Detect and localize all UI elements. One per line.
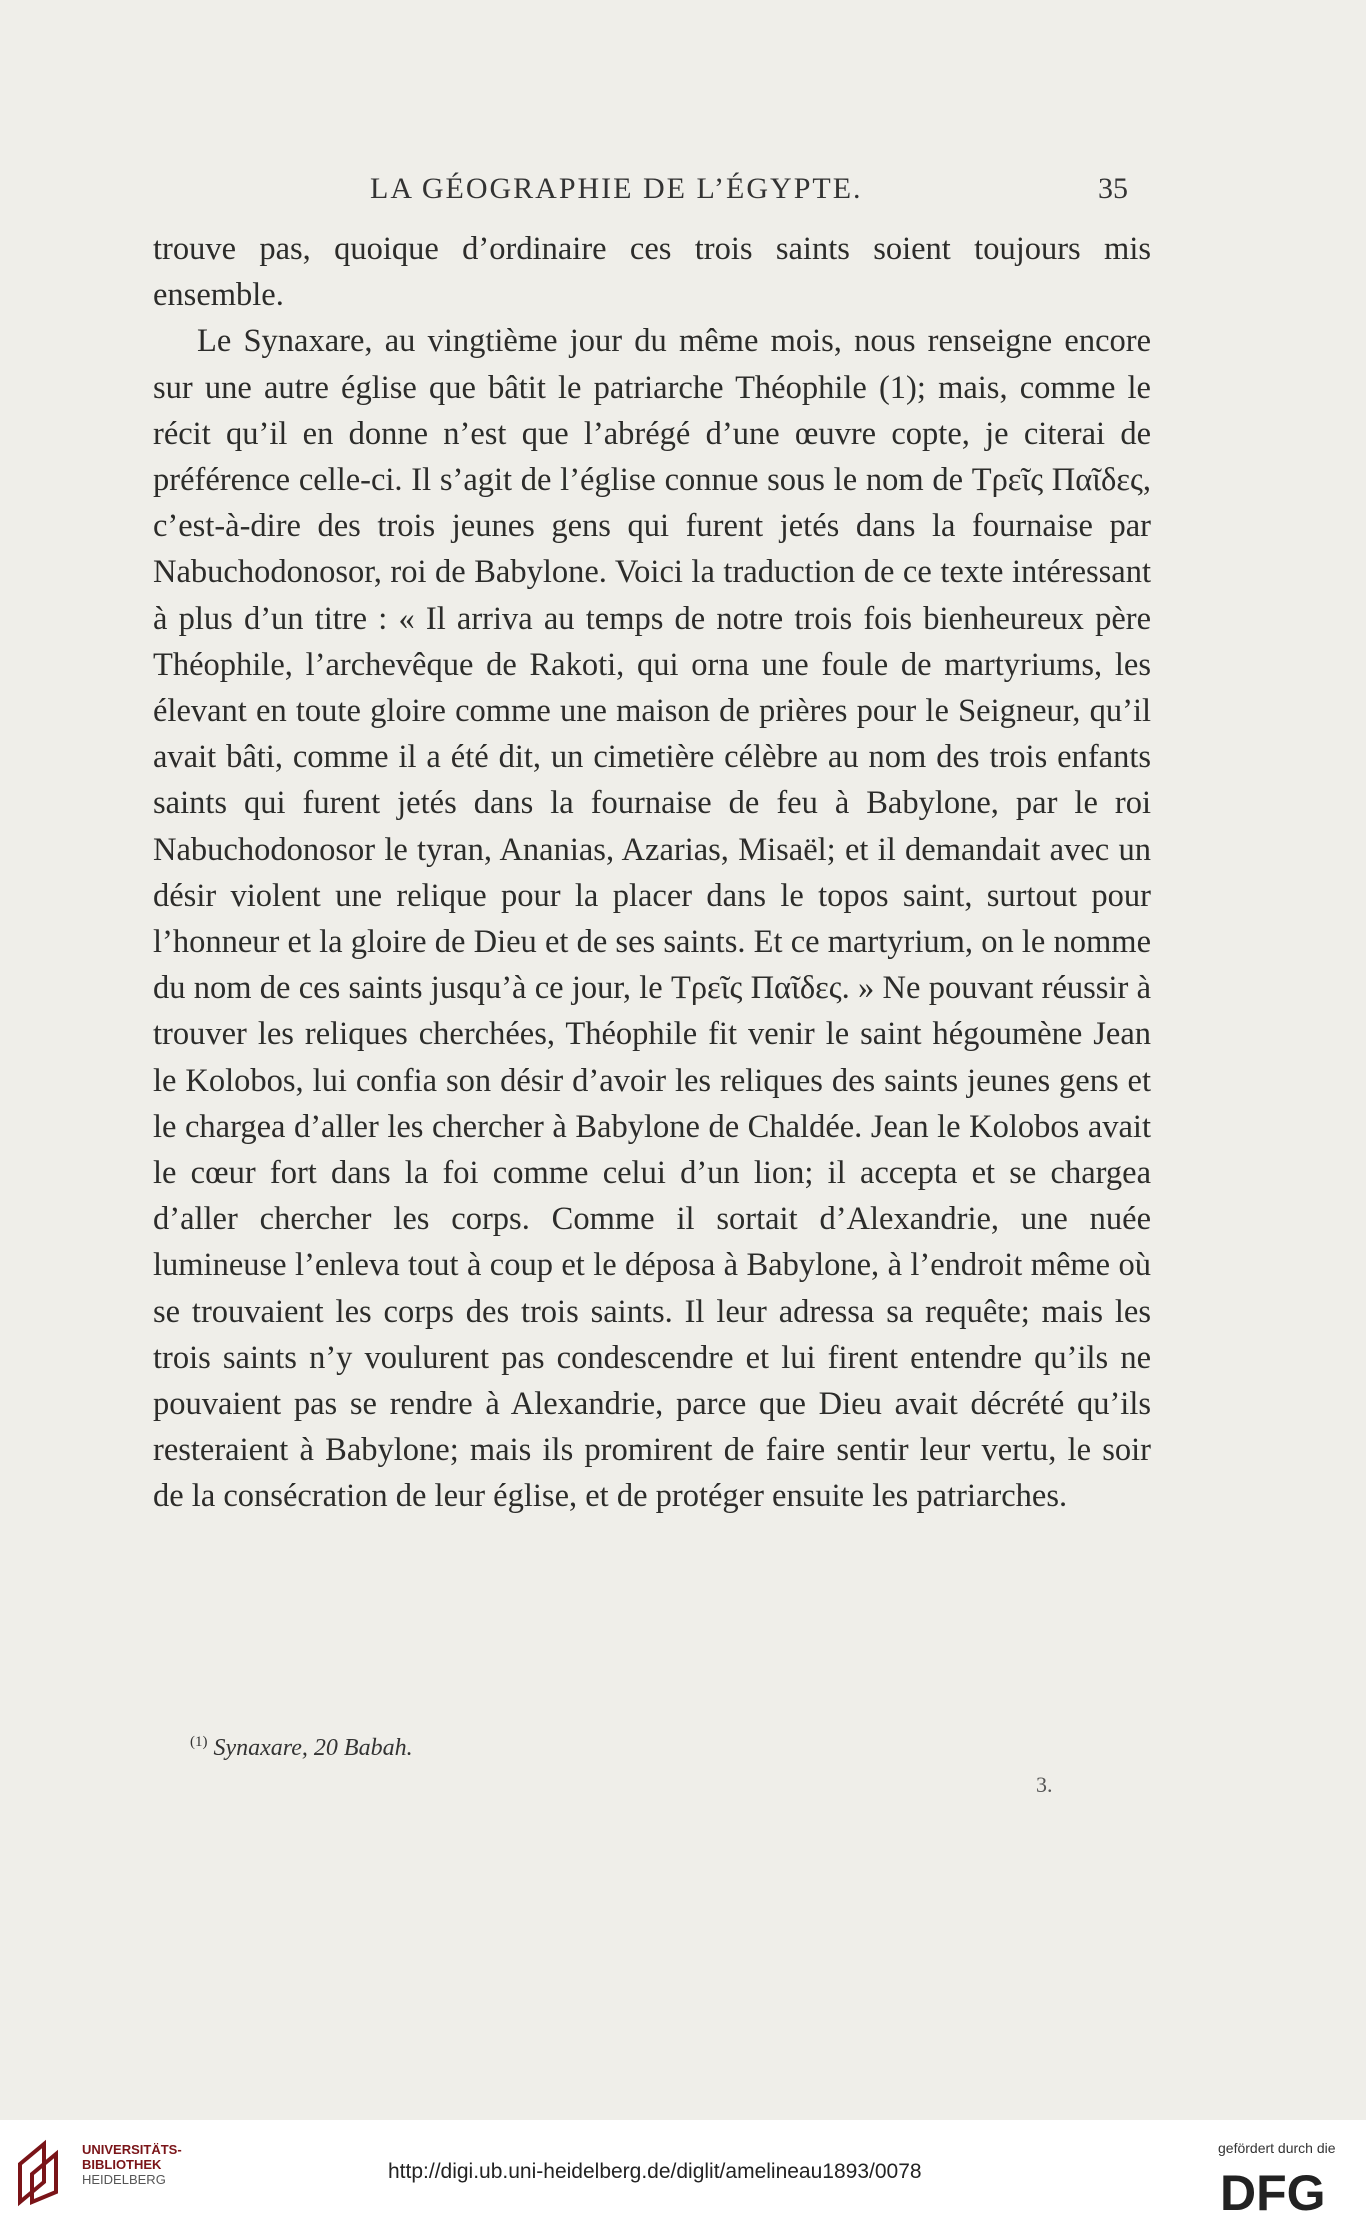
page-number: 35 xyxy=(1098,172,1128,205)
university-library-name[interactable] xyxy=(82,2142,182,2187)
library-line: HEIDELBERG xyxy=(82,2172,166,2187)
body-text xyxy=(153,226,1151,1520)
paragraph: trouve pas, quoique d’ordinaire ces trois saints soient toujours mis ensemble. xyxy=(153,231,1151,314)
footnote-marker: (1) xyxy=(190,1734,208,1750)
university-library-logo-icon[interactable] xyxy=(14,2138,68,2208)
dfg-logo-text: DFG xyxy=(1220,2166,1326,2216)
signature-mark: 3. xyxy=(1036,1772,1053,1797)
paragraph: Le Synaxare, au vingtième jour du même mois, nous renseigne encore sur une autre église que bâtit le patriarche Théophile (1); mais, comme le récit qu’il en donne n’est que l’abrégé d’une œuvre copte, je citerai de préférence celle-ci. Il s’agit de l’église connue sous le nom de Τρεῖς Παῖδες, c’est-à-dire des trois jeunes gens qui furent jetés dans la fournaise par Nabuchodonosor, roi de Babylone. Voici la traduction de ce texte intéressant à plus d’un titre : « Il arriva au temps de notre trois fois bienheureux père Théophile, l’archevêque de Rakoti, qui orna une foule de martyriums, les élevant en toute gloire comme une maison de prières pour le Seigneur, qu’il avait bâti, comme il a été dit, un cimetière célèbre au nom des trois enfants saints qui furent jetés dans la fournaise de feu à Babylone, par le roi Nabuchodonosor le tyran, Ananias, Azarias, Misaël; et il demandait avec un désir violent une relique pour la placer dans le topos saint, surtout pour l’honneur et la gloire de Dieu et de ses saints. Et ce martyrium, on le nomme du nom de ces saints jusqu’à ce jour, le Τρεῖς Παῖδες. » Ne pouvant réussir à trouver les reliques cherchées, Théophile fit venir le saint hégoumène Jean le Kolobos, lui confia son désir d’avoir les reliques des saints jeunes gens et le chargea d’aller les chercher à Babylone de Chaldée. Jean le Kolobos avait le cœur fort dans la foi comme celui d’un lion; il accepta et se chargea d’aller chercher les corps. Comme il sortait d’Alexandrie, une nuée lumineuse l’enleva tout à coup et le déposa à Babylone, à l’endroit même où se trouvaient les corps des trois saints. Il leur adressa sa requête; mais les trois saints n’y voulurent pas condescendre et lui firent entendre qu’ils ne pouvaient pas se rendre à Alexandrie, parce que Dieu avait décrété qu’ils resteraient à Babylone; mais ils promirent de faire sentir leur vertu, le soir de la consécration de leur église, et de protéger ensuite les patriarches. xyxy=(153,323,1151,1515)
footer-bar xyxy=(0,2120,1366,2232)
library-line: BIBLIOTHEK xyxy=(82,2157,162,2172)
running-title: LA GÉOGRAPHIE DE L’ÉGYPTE. xyxy=(370,172,863,205)
permalink-url[interactable]: http://digi.ub.uni-heidelberg.de/diglit/amelineau1893/0078 xyxy=(388,2160,922,2183)
library-line: UNIVERSITÄTS- xyxy=(82,2142,182,2157)
footnote xyxy=(190,1734,890,1762)
funding-label: gefördert durch die xyxy=(1218,2140,1336,2156)
dfg-logo-icon[interactable] xyxy=(1218,2166,1348,2216)
footnote-text: Synaxare, 20 Babah. xyxy=(213,1735,413,1761)
